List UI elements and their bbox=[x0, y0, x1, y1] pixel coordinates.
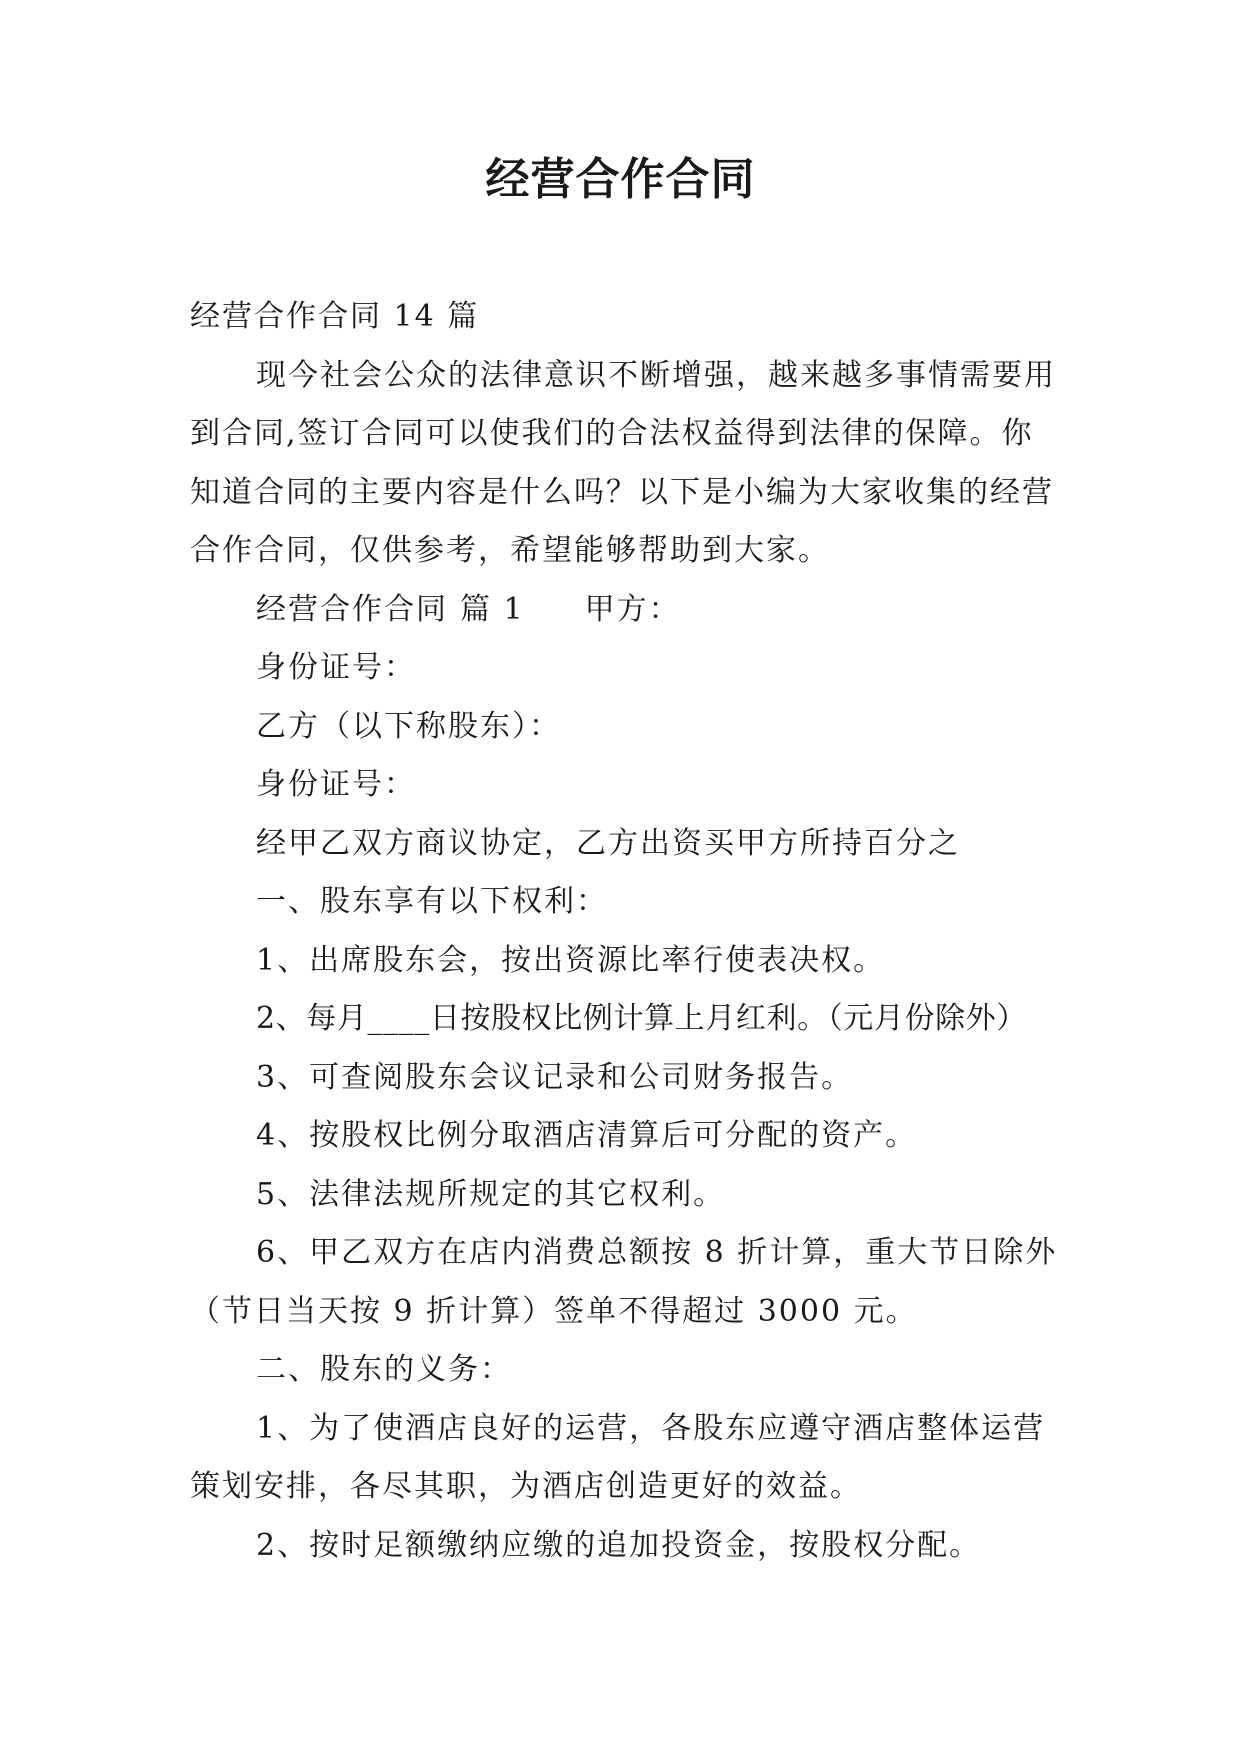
section-1-title: 经营合作合同 bbox=[256, 591, 448, 627]
id-b-label: 身份证号： bbox=[256, 767, 416, 802]
rights-item: 4、按股权比例分取酒店清算后可分配的资产。 bbox=[256, 1118, 918, 1153]
rights-title: 一、股东享有以下权利： bbox=[256, 884, 608, 919]
rights-item: 2、每月____日按股权比例计算上月红利。（元月份除外） bbox=[256, 1001, 1027, 1036]
rights-item: 6、甲乙双方在店内消费总额按 8 折计算，重大节日除外（节日当天按 9 折计算）签单不得超过 3000 元。 bbox=[190, 1235, 1058, 1329]
document-title: 经营合作合同 bbox=[485, 154, 756, 205]
intro-paragraph: 现今社会公众的法律意识不断增强，越来越多事情需要用到合同,签订合同可以使我们的合法权益得到法律的保障。你知道合同的主要内容是什么吗？以下是小编为大家收集的经营合作合同，仅供参考，希望能够帮助到大家。 bbox=[190, 357, 1056, 568]
rights-item: 3、可查阅股东会议记录和公司财务报告。 bbox=[256, 1059, 854, 1095]
rights-item: 5、法律法规所规定的其它权利。 bbox=[256, 1176, 726, 1212]
rights-item: 1、出席股东会，按出资源比率行使表决权。 bbox=[256, 942, 886, 978]
section-1-label: 篇 1 bbox=[460, 591, 525, 627]
duties-item: 1、为了使酒店良好的运营，各股东应遵守酒店整体运营策划安排，各尽其职，为酒店创造更好的效益。 bbox=[190, 1410, 1046, 1504]
agreement-paragraph: 经甲乙双方商议协定，乙方出资买甲方所持百分之 bbox=[256, 825, 960, 861]
duties-title: 二、股东的义务： bbox=[256, 1352, 512, 1387]
heading-line: 经营合作合同 14 篇 bbox=[190, 299, 480, 334]
party-b-label: 乙方（以下称股东）： bbox=[256, 708, 561, 744]
section-1-header bbox=[190, 581, 1060, 640]
party-a-label: 甲方： bbox=[584, 591, 681, 627]
document-body bbox=[190, 288, 1060, 1575]
id-a-label: 身份证号： bbox=[256, 650, 416, 685]
duties-item: 2、按时足额缴纳应缴的追加投资金，按股权分配。 bbox=[256, 1527, 982, 1563]
